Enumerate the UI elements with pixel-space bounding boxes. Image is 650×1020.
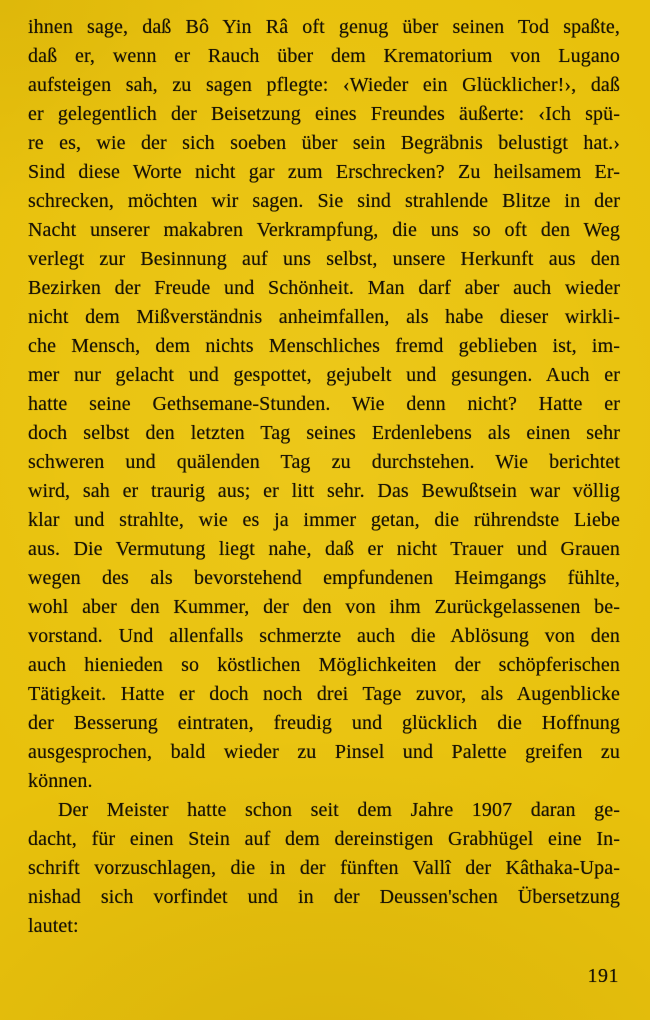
text-line: wegen des als bevorstehend empfundenen Heimgangs fühlte,	[28, 567, 620, 589]
text-line: Der Meister hatte schon seit dem Jahre 1907 daran ge-	[58, 799, 620, 821]
text-line: dacht, für einen Stein auf dem dereinstigen Grabhügel eine In-	[28, 828, 620, 850]
text-line: vorstand. Und allenfalls schmerzte auch die Ablösung von den	[28, 625, 620, 647]
page-text	[28, 13, 620, 941]
text-line: schweren und quälenden Tag zu durchstehen. Wie berichtet	[28, 451, 620, 473]
text-line: nishad sich vorfindet und in der Deussen'schen Übersetzung	[28, 886, 620, 908]
text-line: verlegt zur Besinnung auf uns selbst, unsere Herkunft aus den	[28, 248, 620, 270]
text-line: er gelegentlich der Beisetzung eines Freundes äußerte: ‹Ich spü-	[28, 103, 620, 125]
text-line: wird, sah er traurig aus; er litt sehr. Das Bewußtsein war völlig	[28, 480, 620, 502]
text-line: schrecken, möchten wir sagen. Sie sind strahlende Blitze in der	[28, 190, 620, 212]
text-line: der Besserung eintraten, freudig und glücklich die Hoffnung	[28, 712, 620, 734]
text-line: Sind diese Worte nicht gar zum Erschrecken? Zu heilsamem Er-	[28, 161, 620, 183]
text-line: re es, wie der sich soeben über sein Begräbnis belustigt hat.›	[28, 132, 620, 154]
text-line: können.	[28, 770, 93, 792]
text-line: daß er, wenn er Rauch über dem Krematorium von Lugano	[28, 45, 620, 67]
text-line: ausgesprochen, bald wieder zu Pinsel und Palette greifen zu	[28, 741, 620, 763]
text-line: lautet:	[28, 915, 79, 937]
page-number: 191	[587, 965, 619, 987]
text-line: Tätigkeit. Hatte er doch noch drei Tage zuvor, als Augenblicke	[28, 683, 620, 705]
text-line: aufsteigen sah, zu sagen pflegte: ‹Wieder ein Glücklicher!›, daß	[28, 74, 620, 96]
text-line: ihnen sage, daß Bô Yin Râ oft genug über seinen Tod spaßte,	[28, 16, 620, 38]
text-line: aus. Die Vermutung liegt nahe, daß er nicht Trauer und Grauen	[28, 538, 620, 560]
text-line: klar und strahlte, wie es ja immer getan, die rührendste Liebe	[28, 509, 620, 531]
text-line: auch hienieden so köstlichen Möglichkeiten der schöpferischen	[28, 654, 620, 676]
text-line: mer nur gelacht und gespottet, gejubelt und gesungen. Auch er	[28, 364, 620, 386]
text-line: Nacht unserer makabren Verkrampfung, die uns so oft den Weg	[28, 219, 620, 241]
text-line: hatte seine Gethsemane-Stunden. Wie denn nicht? Hatte er	[28, 393, 620, 415]
text-line: wohl aber den Kummer, der den von ihm Zurückgelassenen be-	[28, 596, 620, 618]
text-line: Bezirken der Freude und Schönheit. Man darf aber auch wieder	[28, 277, 620, 299]
text-line: schrift vorzuschlagen, die in der fünften Vallî der Kâthaka-Upa-	[28, 857, 620, 879]
text-line: doch selbst den letzten Tag seines Erdenlebens als einen sehr	[28, 422, 620, 444]
text-line: che Mensch, dem nichts Menschliches fremd geblieben ist, im-	[28, 335, 620, 357]
text-line: nicht dem Mißverständnis anheimfallen, als habe dieser wirkli-	[28, 306, 620, 328]
